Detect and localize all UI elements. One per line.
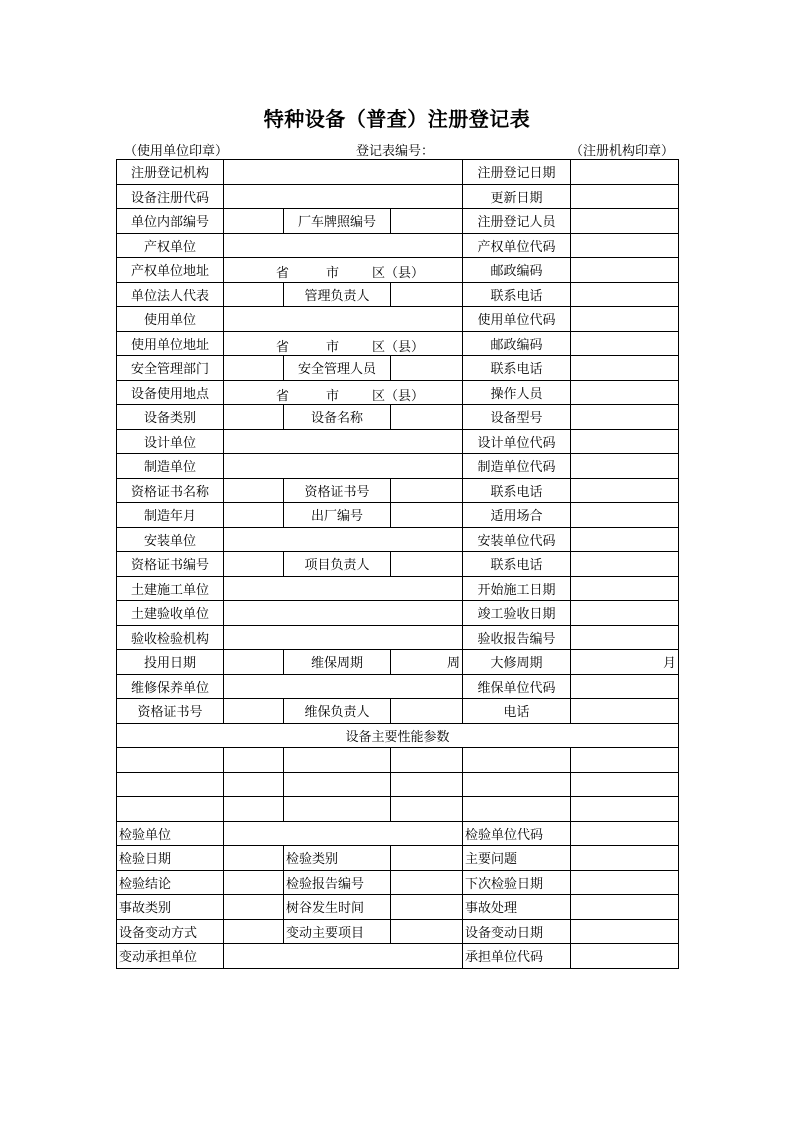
field-label: 安全管理人员: [284, 356, 391, 381]
table-row: [117, 601, 679, 626]
field-label: 注册登记人员: [463, 209, 571, 234]
table-row: [117, 356, 679, 381]
field-label: 下次检验日期: [463, 870, 571, 895]
param-cell[interactable]: [117, 797, 224, 822]
field-label: 产权单位代码: [463, 233, 571, 258]
province-label: 省: [276, 339, 290, 355]
field-value[interactable]: [571, 674, 679, 699]
param-cell[interactable]: [224, 772, 284, 797]
field-label: 检验类别: [284, 846, 391, 871]
table-row: [117, 944, 679, 969]
province-label: 省: [276, 266, 290, 281]
field-label: 设备使用地点: [117, 380, 224, 405]
field-value[interactable]: [571, 184, 679, 209]
field-label: 土建施工单位: [117, 576, 224, 601]
field-label: 资格证书号: [284, 478, 391, 503]
field-label: 安装单位代码: [463, 527, 571, 552]
table-row: [117, 478, 679, 503]
field-value[interactable]: [224, 478, 284, 503]
table-row: [117, 772, 679, 797]
field-label: 管理负责人: [284, 282, 391, 307]
field-value[interactable]: [224, 601, 463, 626]
page-title: 特种设备（普查）注册登记表: [263, 107, 531, 131]
param-cell[interactable]: [224, 797, 284, 822]
field-value[interactable]: [391, 919, 463, 944]
field-value[interactable]: [224, 503, 284, 528]
field-label: 电话: [463, 699, 571, 724]
field-label: 操作人员: [463, 380, 571, 405]
table-row: [117, 699, 679, 724]
field-label: 主要问题: [463, 846, 571, 871]
param-cell[interactable]: [463, 772, 571, 797]
table-row: [117, 625, 679, 650]
field-value[interactable]: [571, 331, 679, 356]
field-label: 设备注册代码: [117, 184, 224, 209]
table-row: [117, 307, 679, 332]
field-value[interactable]: [224, 650, 284, 675]
field-label: 设备变动方式: [117, 919, 224, 944]
field-value[interactable]: [391, 870, 463, 895]
param-cell[interactable]: [284, 772, 391, 797]
field-value[interactable]: [224, 576, 463, 601]
table-row: [117, 919, 679, 944]
field-label: 资格证书编号: [117, 552, 224, 577]
field-value[interactable]: [224, 846, 284, 871]
field-label: 土建验收单位: [117, 601, 224, 626]
table-row: [117, 895, 679, 920]
field-value[interactable]: [224, 160, 463, 185]
table-row: [117, 748, 679, 773]
param-cell[interactable]: [571, 772, 679, 797]
field-label: 检验报告编号: [284, 870, 391, 895]
param-cell[interactable]: [224, 748, 284, 773]
table-row: [117, 870, 679, 895]
table-row: [117, 405, 679, 430]
field-value[interactable]: [224, 821, 463, 846]
field-label: 维保单位代码: [463, 674, 571, 699]
field-label: 设备类别: [117, 405, 224, 430]
field-label: 设备名称: [284, 405, 391, 430]
field-value[interactable]: [571, 258, 679, 283]
table-row: [117, 209, 679, 234]
field-label: 单位内部编号: [117, 209, 224, 234]
field-value[interactable]: [571, 625, 679, 650]
param-cell[interactable]: [463, 797, 571, 822]
table-row: [117, 160, 679, 185]
field-label: 注册登记机构: [117, 160, 224, 185]
table-row: [117, 233, 679, 258]
table-row: [117, 184, 679, 209]
field-label: 承担单位代码: [463, 944, 571, 969]
field-label: 产权单位: [117, 233, 224, 258]
field-value[interactable]: [571, 821, 679, 846]
table-row: [117, 454, 679, 479]
field-label: 验收报告编号: [463, 625, 571, 650]
param-cell[interactable]: [284, 748, 391, 773]
field-value[interactable]: [391, 699, 463, 724]
field-value[interactable]: [571, 307, 679, 332]
param-cell[interactable]: [117, 748, 224, 773]
field-label: 邮政编码: [463, 331, 571, 356]
field-value[interactable]: [571, 601, 679, 626]
table-row: [117, 797, 679, 822]
table-row: [117, 331, 679, 356]
field-label: 事故类别: [117, 895, 224, 920]
field-value[interactable]: [391, 846, 463, 871]
field-value[interactable]: [224, 944, 463, 969]
registration-form-table: [116, 159, 679, 969]
field-label: 变动主要项目: [284, 919, 391, 944]
field-value[interactable]: [571, 699, 679, 724]
table-row: [117, 552, 679, 577]
field-value[interactable]: [224, 870, 284, 895]
field-value[interactable]: [571, 919, 679, 944]
field-label: 出厂编号: [284, 503, 391, 528]
field-label: 制造单位: [117, 454, 224, 479]
field-label: 制造单位代码: [463, 454, 571, 479]
field-value[interactable]: [391, 895, 463, 920]
field-value[interactable]: [224, 307, 463, 332]
table-row: [117, 503, 679, 528]
field-label: 联系电话: [463, 356, 571, 381]
form-number-label: 登记表编号：: [356, 144, 435, 159]
field-value[interactable]: [224, 699, 284, 724]
param-cell[interactable]: [284, 797, 391, 822]
field-value[interactable]: [224, 184, 463, 209]
field-value[interactable]: [571, 895, 679, 920]
param-cell[interactable]: [571, 748, 679, 773]
param-cell[interactable]: [391, 748, 463, 773]
field-value[interactable]: [391, 356, 463, 381]
field-value[interactable]: [391, 405, 463, 430]
field-label: 大修周期: [463, 650, 571, 675]
field-value[interactable]: [224, 233, 463, 258]
field-label: 使用单位代码: [463, 307, 571, 332]
param-cell[interactable]: [463, 748, 571, 773]
field-label: 使用单位地址: [117, 331, 224, 356]
table-row: [117, 674, 679, 699]
field-label: 安装单位: [117, 527, 224, 552]
province-label: 省: [276, 388, 290, 404]
field-value[interactable]: [224, 527, 463, 552]
field-label: 设备变动日期: [463, 919, 571, 944]
field-label: 设计单位代码: [463, 429, 571, 454]
field-label: 投用日期: [117, 650, 224, 675]
district-label: 区（县）: [372, 339, 425, 355]
field-label: 验收检验机构: [117, 625, 224, 650]
field-value[interactable]: [571, 380, 679, 405]
field-label: 维保周期: [284, 650, 391, 675]
address-field[interactable]: [224, 258, 463, 283]
field-label: 单位法人代表: [117, 282, 224, 307]
field-value[interactable]: [571, 405, 679, 430]
field-label: 开始施工日期: [463, 576, 571, 601]
address-field[interactable]: [224, 331, 463, 356]
field-label: 维修保养单位: [117, 674, 224, 699]
field-value[interactable]: [571, 552, 679, 577]
param-cell[interactable]: [391, 772, 463, 797]
table-row: [117, 821, 679, 846]
param-cell[interactable]: [571, 797, 679, 822]
field-value[interactable]: [224, 919, 284, 944]
table-row: [117, 380, 679, 405]
field-label: 联系电话: [463, 282, 571, 307]
field-value[interactable]: [224, 405, 284, 430]
field-value[interactable]: [391, 282, 463, 307]
field-label: 安全管理部门: [117, 356, 224, 381]
field-value[interactable]: [571, 356, 679, 381]
field-value[interactable]: [571, 209, 679, 234]
field-value[interactable]: [391, 478, 463, 503]
field-label: 项目负责人: [284, 552, 391, 577]
field-value[interactable]: [571, 233, 679, 258]
field-value[interactable]: [571, 478, 679, 503]
field-label: 事故处理: [463, 895, 571, 920]
field-label: 设备型号: [463, 405, 571, 430]
section-header-parameters: 设备主要性能参数: [117, 723, 679, 748]
field-value[interactable]: [571, 282, 679, 307]
table-row: [117, 723, 679, 748]
field-value[interactable]: [224, 356, 284, 381]
field-label: 检验单位: [117, 821, 224, 846]
table-row: [117, 527, 679, 552]
user-unit-seal-label: （使用单位印章）: [124, 144, 229, 159]
field-label: 邮政编码: [463, 258, 571, 283]
field-label: 变动承担单位: [117, 944, 224, 969]
field-value[interactable]: [571, 160, 679, 185]
field-value[interactable]: [391, 503, 463, 528]
overhaul-cycle-value[interactable]: 月: [571, 650, 679, 675]
field-label: 维保负责人: [284, 699, 391, 724]
address-field[interactable]: [224, 380, 463, 405]
field-value[interactable]: [571, 576, 679, 601]
field-label: 资格证书名称: [117, 478, 224, 503]
table-row: [117, 576, 679, 601]
field-label: 检验日期: [117, 846, 224, 871]
field-label: 竣工验收日期: [463, 601, 571, 626]
city-label: 市: [326, 388, 340, 404]
field-label: 联系电话: [463, 552, 571, 577]
field-value[interactable]: [224, 454, 463, 479]
field-label: 厂车牌照编号: [284, 209, 391, 234]
field-value[interactable]: [224, 282, 284, 307]
field-label: 资格证书号: [117, 699, 224, 724]
field-label: 设计单位: [117, 429, 224, 454]
city-label: 市: [326, 266, 340, 281]
field-value[interactable]: [224, 895, 284, 920]
field-label: 检验单位代码: [463, 821, 571, 846]
field-label: 制造年月: [117, 503, 224, 528]
field-value[interactable]: [571, 944, 679, 969]
field-value[interactable]: [571, 846, 679, 871]
field-label: 产权单位地址: [117, 258, 224, 283]
table-row: [117, 846, 679, 871]
city-label: 市: [326, 339, 340, 355]
table-row: [117, 650, 679, 675]
field-label: 注册登记日期: [463, 160, 571, 185]
field-value[interactable]: [571, 870, 679, 895]
field-value[interactable]: [571, 527, 679, 552]
field-label: 适用场合: [463, 503, 571, 528]
field-value[interactable]: [571, 429, 679, 454]
field-label: 联系电话: [463, 478, 571, 503]
table-row: [117, 429, 679, 454]
table-row: [117, 282, 679, 307]
field-value[interactable]: [224, 625, 463, 650]
field-value[interactable]: [391, 552, 463, 577]
registry-seal-label: （注册机构印章）: [569, 144, 674, 159]
district-label: 区（县）: [372, 266, 425, 281]
maintenance-cycle-value[interactable]: 周: [391, 650, 463, 675]
field-label: 检验结论: [117, 870, 224, 895]
field-label: 更新日期: [463, 184, 571, 209]
field-value[interactable]: [224, 552, 284, 577]
param-cell[interactable]: [391, 797, 463, 822]
param-cell[interactable]: [117, 772, 224, 797]
field-value[interactable]: [224, 209, 284, 234]
field-value[interactable]: [391, 209, 463, 234]
field-label: 使用单位: [117, 307, 224, 332]
field-value[interactable]: [571, 503, 679, 528]
district-label: 区（县）: [372, 388, 425, 404]
field-value[interactable]: [224, 674, 463, 699]
table-row: [117, 258, 679, 283]
field-value[interactable]: [571, 454, 679, 479]
field-label: 树谷发生时间: [284, 895, 391, 920]
field-value[interactable]: [224, 429, 463, 454]
